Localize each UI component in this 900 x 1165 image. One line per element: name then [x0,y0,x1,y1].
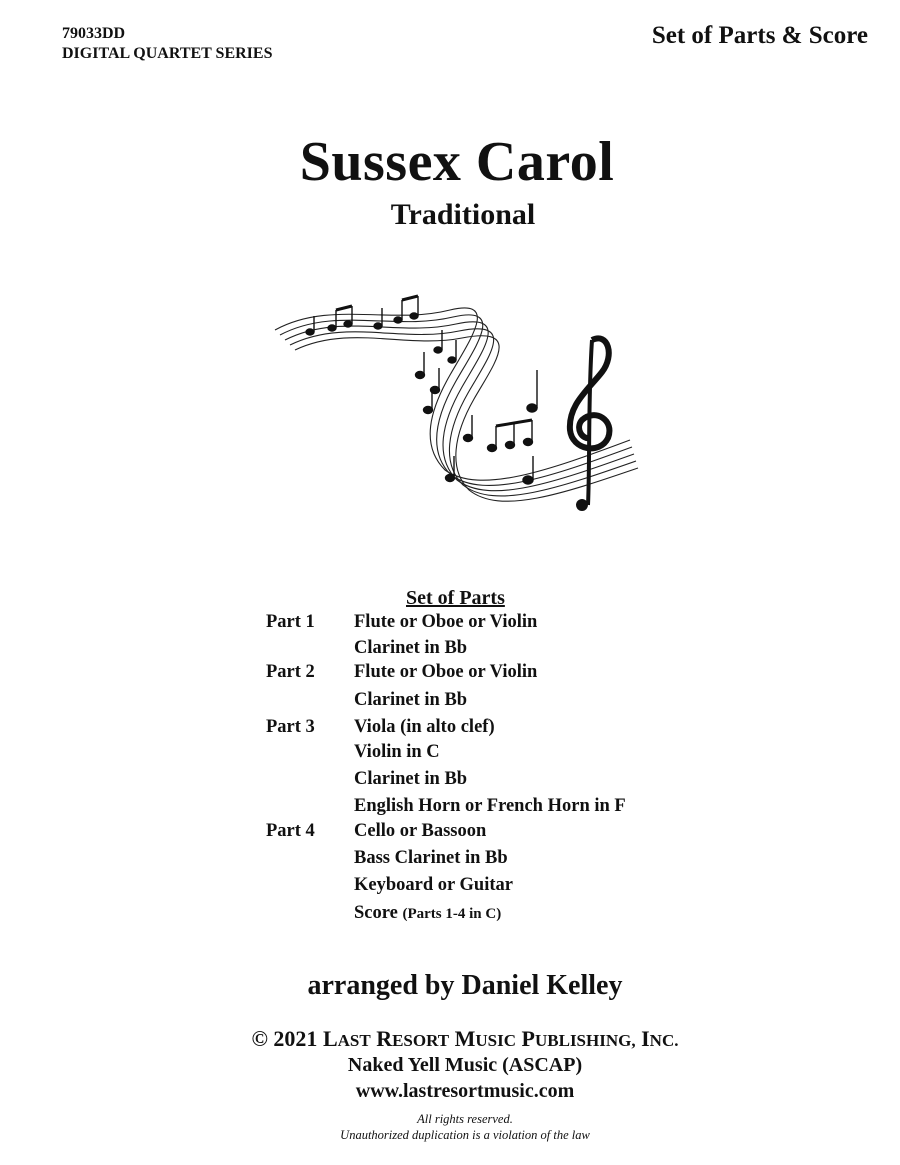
instrument: Flute or Oboe or Violin [354,612,538,632]
parts-heading: Set of Parts [406,587,505,609]
instrument: Clarinet in Bb [354,638,468,658]
composer-subtitle: Traditional [390,198,536,231]
publisher-name: LAST RESORT MUSIC PUBLISHING, INC. [322,1026,679,1051]
arranger-credit: arranged by Daniel Kelley [307,970,623,1001]
copyright-year: © 2021 [251,1026,318,1051]
instrument: Keyboard or Guitar [354,875,513,895]
imprint-line: Naked Yell Music (ASCAP) [347,1054,583,1076]
score-note: (Parts 1-4 in C) [402,906,502,922]
series-name: DIGITAL QUARTET SERIES [62,45,273,62]
rights-reserved: All rights reserved. [417,1112,513,1126]
instrument: Viola (in alto clef) [354,717,495,737]
score-entry [354,903,501,924]
catalog-block [62,24,272,64]
part-label: Part 3 [266,717,315,737]
instrument: Cello or Bassoon [354,821,487,841]
part-label: Part 4 [266,821,315,841]
website-link[interactable]: www.lastresortmusic.com [355,1080,575,1102]
part-label: Part 1 [266,612,315,632]
edition-label: Set of Parts & Score [651,22,868,49]
rights-notice [0,1111,900,1143]
instrument: Clarinet in Bb [354,690,468,710]
duplication-warning: Unauthorized duplication is a violation of the law [340,1128,590,1142]
instrument: Flute or Oboe or Violin [354,662,538,682]
instrument: Clarinet in Bb [354,769,468,789]
catalog-number: 79033DD [62,25,126,42]
part-label: Part 2 [266,662,315,682]
page-title: Sussex Carol [299,131,615,193]
score-label: Score [354,903,398,923]
music-notes-treble-clef-icon [270,280,640,525]
instrument: Bass Clarinet in Bb [354,848,508,868]
instrument: English Horn or French Horn in F [354,796,626,816]
copyright-line [0,1026,900,1052]
instrument: Violin in C [354,742,440,762]
